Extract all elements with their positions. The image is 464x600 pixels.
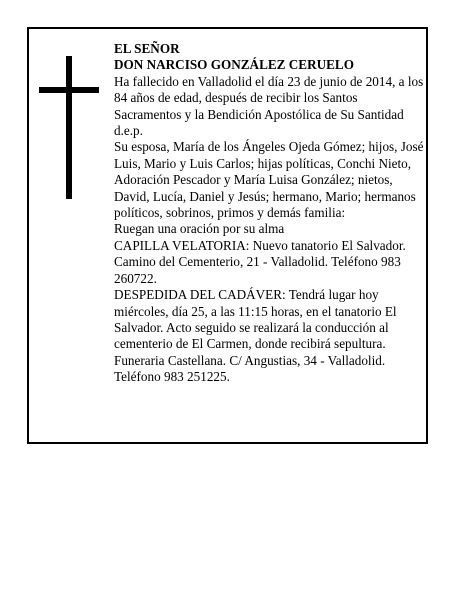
cross-vertical-bar — [66, 56, 72, 199]
cross-icon — [39, 56, 99, 199]
notice-body — [114, 41, 424, 386]
cross-horizontal-bar — [39, 87, 99, 93]
farewell-info: DESPEDIDA DEL CADÁVER: Tendrá lugar hoy miércoles, día 25, a las 11:15 horas, en el tanatorio El Salvador. Acto seguido se realizará la conducción al cementerio de El Carmen, donde recibirá sepultura. — [114, 287, 397, 352]
death-announcement: Ha fallecido en Valladolid el día 23 de junio de 2014, a los 84 años de edad, después de recibir los Santos Sacramentos y la Bendición Apostólica de Su Santidad — [114, 73, 424, 122]
rip-text: d.e.p. — [114, 123, 143, 139]
header-title: EL SEÑOR — [114, 41, 180, 56]
deceased-name: DON NARCISO GONZÁLEZ CERUELO — [114, 57, 354, 73]
funeral-home-info: Funeraria Castellana. C/ Angustias, 34 - Valladolid. Teléfono 983 251225. — [114, 352, 386, 385]
chapel-info: CAPILLA VELATORIA: Nuevo tanatorio El Salvador. Camino del Cementerio, 21 - Valladolid. Teléfono 983 260722. — [114, 237, 406, 286]
family-list: Su esposa, María de los Ángeles Ojeda Gómez; hijos, José Luis, Mario y Luis Carlos; hijas políticas, Conchi Nieto, Adoración Pescador y María Luisa González; nietos, David, Lucía, Daniel y Jesús; hermano, Mario; hermanos políticos, sobrinos, primos y demás familia: — [114, 139, 424, 221]
prayer-request: Ruegan una oración por su alma — [114, 221, 285, 237]
obituary-notice — [27, 27, 428, 444]
